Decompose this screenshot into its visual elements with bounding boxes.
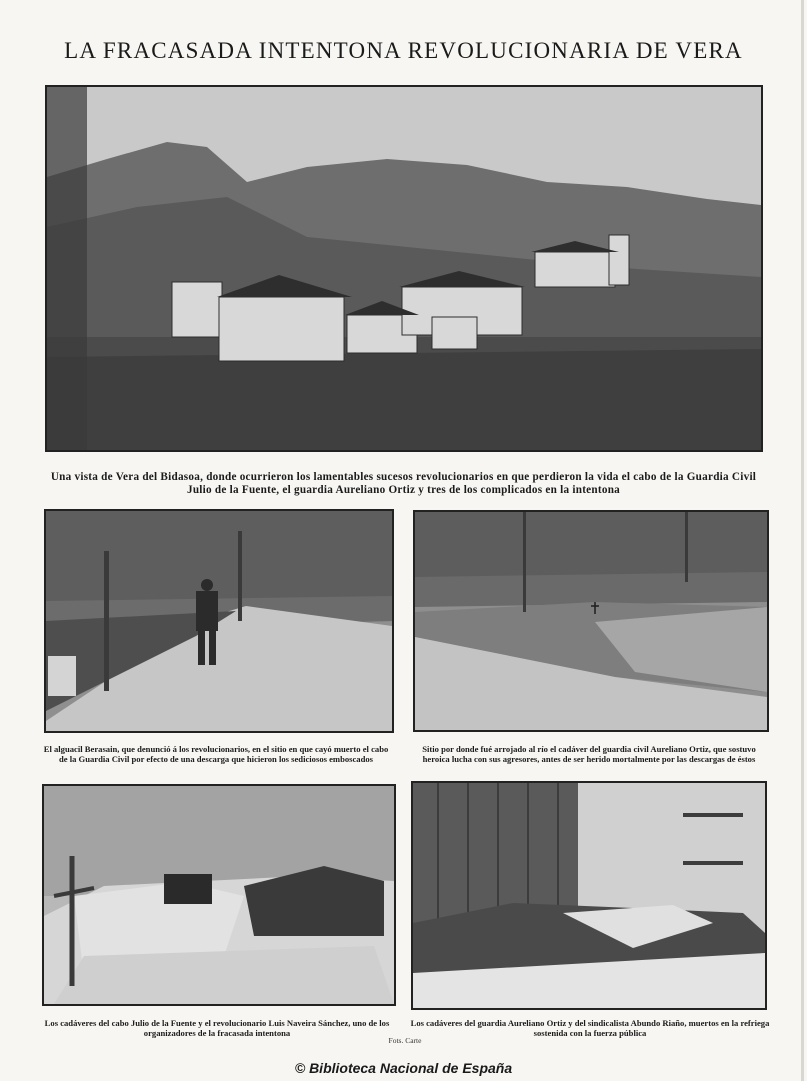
bodies-right-illustration bbox=[413, 783, 765, 1008]
caption-vera-panorama: Una vista de Vera del Bidasoa, donde ocurrieron los lamentables sucesos revolucionarios en que perdieron la vida el cabo de la Guardia Civil Julio de la Fuente, el guardia Aureliano Ortiz y tres de los complicados en la intentona bbox=[50, 471, 757, 496]
photo-riverside-spot bbox=[413, 510, 769, 732]
page-headline: LA FRACASADA INTENTONA REVOLUCIONARIA DE VERA bbox=[64, 38, 743, 63]
photo-credit: Fots. Carte bbox=[388, 1036, 422, 1045]
caption-riverside-spot: Sitio por donde fué arrojado al río el cadáver del guardia civil Aureliano Ortiz, que sostuvo heroica lucha con sus agresores, antes de ser herido mortalmente por las descargas de éstos bbox=[422, 744, 756, 764]
photo-road-alguacil bbox=[44, 509, 394, 733]
caption-bodies-left: Los cadáveres del cabo Julio de la Fuente y el revolucionario Luis Naveira Sánchez, uno de los organizadores de la fracasada intentona bbox=[44, 1018, 390, 1038]
road-illustration bbox=[46, 511, 392, 731]
page-edge bbox=[801, 0, 804, 1081]
caption-road-alguacil: El alguacil Berasain, que denunció á los revolucionarios, en el sitio en que cayó muerto el cabo de la Guardia Civil por efecto de una descarga que hicieron los sediciosos emboscados bbox=[43, 744, 389, 764]
bodies-left-illustration bbox=[44, 786, 394, 1004]
library-credit: © Biblioteca Nacional de España bbox=[294, 1060, 513, 1076]
photo-vera-panorama bbox=[45, 85, 763, 452]
riverside-illustration bbox=[415, 512, 767, 730]
caption-bodies-right: Los cadáveres del guardia Aureliano Ortiz y del sindicalista Abundo Riaño, muertos en la refriega sostenida con la fuerza pública bbox=[410, 1018, 770, 1038]
photo-bodies-right bbox=[411, 781, 767, 1010]
panorama-illustration bbox=[47, 87, 761, 450]
photo-bodies-left bbox=[42, 784, 396, 1006]
